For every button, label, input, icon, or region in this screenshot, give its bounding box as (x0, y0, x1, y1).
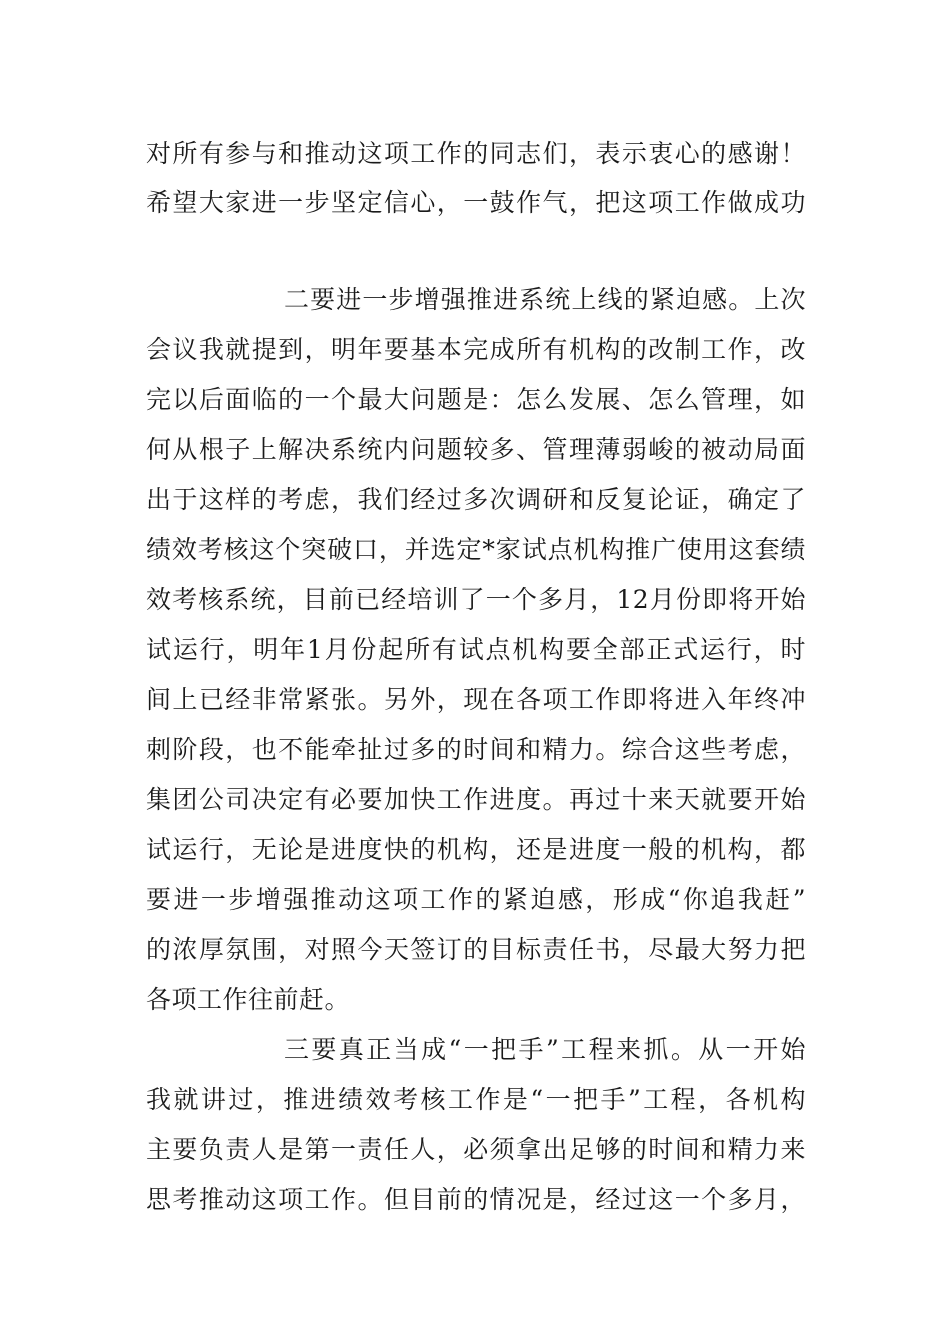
text-line: 绩效考核这个突破口，并选定*家试点机构推广使用这套绩 (146, 535, 806, 564)
paragraph-start-line: 三要真正当成“一把手”工程来抓。从一开始 (284, 1035, 806, 1064)
text-line: 间上已经非常紧张。另外，现在各项工作即将进入年终冲 (146, 685, 806, 714)
text-line: 试运行，明年1月份起所有试点机构要全部正式运行，时 (146, 635, 806, 664)
paragraph-start-line: 二要进一步增强推进系统上线的紧迫感。上次 (284, 285, 806, 314)
text-line: 思考推动这项工作。但目前的情况是，经过这一个多月， (146, 1185, 806, 1214)
text-line: 对所有参与和推动这项工作的同志们，表示衷心的感谢！ (146, 139, 806, 168)
text-line: 效考核系统，目前已经培训了一个多月，12月份即将开始 (146, 585, 806, 614)
text-line: 我就讲过，推进绩效考核工作是“一把手”工程，各机构 (146, 1085, 806, 1114)
text-line: 试运行，无论是进度快的机构，还是进度一般的机构，都 (146, 835, 806, 864)
text-line: 要进一步增强推动这项工作的紧迫感，形成“你追我赶” (146, 885, 806, 914)
text-line: 何从根子上解决系统内问题较多、管理薄弱峻的被动局面 (146, 435, 806, 464)
text-line: 主要负责人是第一责任人，必须拿出足够的时间和精力来 (146, 1135, 806, 1164)
text-line: 希望大家进一步坚定信心，一鼓作气，把这项工作做成功 (146, 188, 806, 217)
text-line: 出于这样的考虑，我们经过多次调研和反复论证，确定了 (146, 485, 806, 514)
text-line: 刺阶段，也不能牵扯过多的时间和精力。综合这些考虑， (146, 735, 806, 764)
text-line: 集团公司决定有必要加快工作进度。再过十来天就要开始 (146, 785, 806, 814)
text-line: 会议我就提到，明年要基本完成所有机构的改制工作，改 (146, 335, 806, 364)
text-line: 完以后面临的一个最大问题是：怎么发展、怎么管理，如 (146, 385, 806, 414)
paragraph-end-line: 各项工作往前赶。 (146, 985, 351, 1014)
text-line: 的浓厚氛围，对照今天签订的目标责任书，尽最大努力把 (146, 935, 806, 964)
